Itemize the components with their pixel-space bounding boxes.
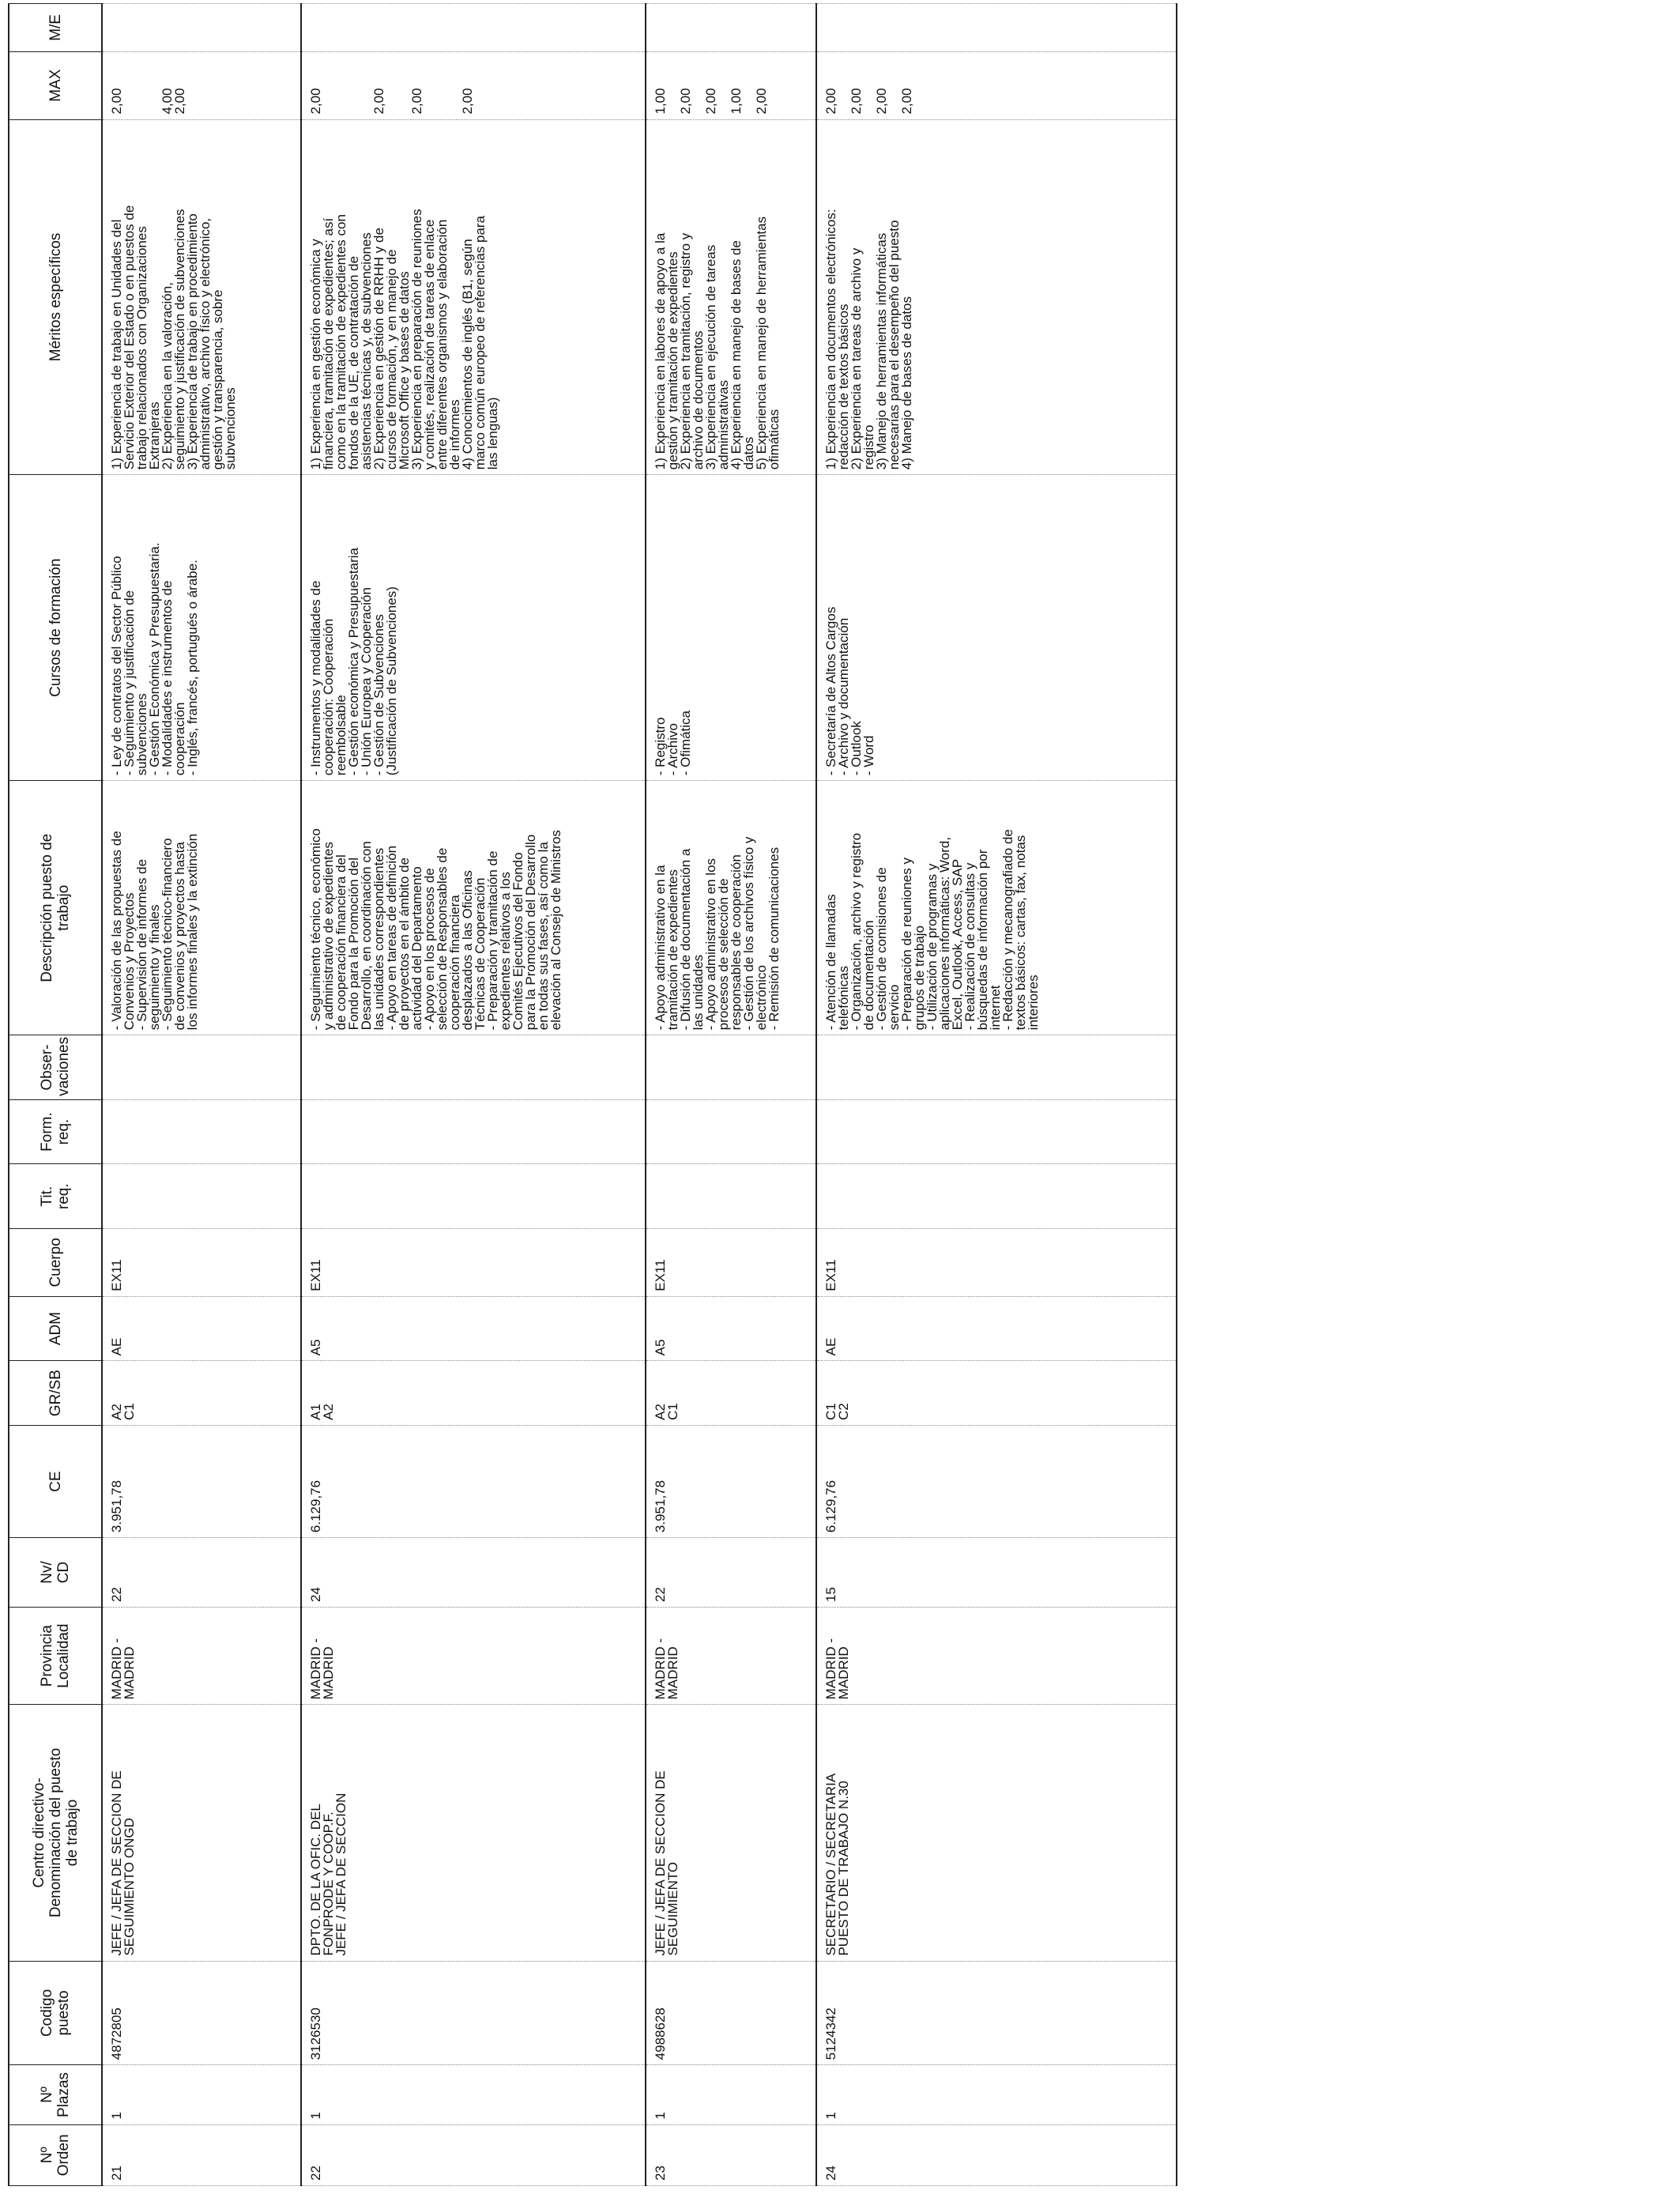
cursos-cell: - Instrumentos y modalidades de cooperación: Cooperación reembolsable - Gestión económica y Presupuestaria - Unión Europea y Cooperación - Gestión de Subvenciones (Justificación de Subvenciones) [301,475,646,781]
adm-cell: AE [816,1296,1177,1361]
plazas-cell: 1 [301,2065,646,2124]
header-ce: CE [9,1425,102,1537]
table-row [102,4,301,2186]
cuerpo-cell: EX11 [646,1229,816,1297]
max-cell [816,51,1177,119]
header-grupo: GR/SB [9,1361,102,1426]
centro-directivo: DPTO. DE LA OFIC. DEL FONPRODE Y COOP.F. [308,1804,336,1956]
nivel-cell: 22 [646,1538,816,1608]
orden-cell: 24 [816,2124,1177,2185]
max-value: 2,00 [874,88,889,115]
grupo-cell: A2 C1 [646,1361,816,1426]
codigo-cell: 4988628 [646,1961,816,2065]
cuerpo-cell: EX11 [102,1229,301,1297]
descripcion-cell: - Valoración de las propuestas de Convenios y Proyectos - Supervisión de informes de seguimiento y finales - Seguimiento técnico-financiero de convenios y proyectos hasta los informes finales y la extinción [102,781,301,1035]
ce-cell: 6.129,76 [816,1425,1177,1537]
descripcion-cell: - Atención de llamadas telefónicas - Organización, archivo y registro de documentación - Gestión de comisiones de servicio - Preparación de reuniones y grupos de trabajo - Utilización de programas y aplicaciones informáticas: Word, Excel, Outlook, Access, SAP - Realización de consultas y búsquedas de información por internet - Redacción y mecanografiado de textos básicos: cartas, fax, notas interiores [816,781,1177,1035]
header-cursos: Cursos de formación [9,475,102,781]
puesto-denominacion: SECRETARIO / SECRETARIA PUESTO DE TRABAJO N.30 [823,1773,851,1956]
centro-cell [102,1705,301,1961]
header-descripcion: Descripción puesto de trabajo [9,781,102,1035]
cursos-cell: - Registro - Archivo - Ofimática [646,475,816,781]
header-adm: ADM [9,1296,102,1361]
centro-cell [816,1705,1177,1961]
max-value: 4,00 [160,88,175,115]
grupo-cell: C1 C2 [816,1361,1177,1426]
header-formacion-req: Form. req. [9,1099,102,1164]
max-value [386,55,398,115]
max-value: 2,00 [371,88,386,115]
me-cell [816,4,1177,52]
max-value [335,55,348,115]
cursos-cell: - Secretaría de Altos Cargos - Archivo y documentación - Outlook - Word [816,475,1177,781]
observaciones-cell [301,1035,646,1100]
adm-cell: A5 [301,1296,646,1361]
ce-cell: 3.951,78 [646,1425,816,1537]
max-value: 2,00 [678,88,693,115]
grupo-cell: A2 C1 [102,1361,301,1426]
header-meritos: Méritos específicos [9,119,102,475]
max-value: 2,00 [172,88,187,115]
header-codigo: Codigo puesto [9,1961,102,2065]
puesto-denominacion: JEFE / JEFA DE SECCION [333,1793,348,1956]
plazas-cell: 1 [646,2065,816,2124]
header-nivel: Nv/ CD [9,1538,102,1608]
titulacion-cell [102,1164,301,1229]
provincia-cell: MADRID - MADRID [646,1607,816,1704]
max-value [322,55,335,115]
max-value: 2,00 [409,88,424,115]
adm-cell: A5 [646,1296,816,1361]
max-value: 2,00 [308,88,323,115]
nivel-cell: 15 [816,1538,1177,1608]
meritos-cell: 1) Experiencia en labores de apoyo a la gestión y tramitación de expedientes 2) Experiencia en tramitación, registro y archivo de documentos 3) Experiencia en ejecución de tareas administrativas 4) Experiencia en manejo de bases de datos 5) Experiencia en manejo de herramientas ofimáticas [646,119,816,475]
header-orden: Nº Orden [9,2124,102,2185]
formacion-req-cell [816,1099,1177,1164]
centro-cell [301,1705,646,1961]
me-cell [102,4,301,52]
max-value [348,55,360,115]
titulacion-cell [816,1164,1177,1229]
titulacion-cell [646,1164,816,1229]
me-cell [646,4,816,52]
grupo-cell: A1 A2 [301,1361,646,1426]
me-cell [301,4,646,52]
orden-cell: 22 [301,2124,646,2185]
codigo-cell: 4872805 [102,1961,301,2065]
max-value: 2,00 [823,88,838,115]
cursos-cell: - Ley de contratos del Sector Público - Seguimiento y justificación de subvenciones - Gestión Económica y Presupuestaria. - Modalidades e instrumentos de cooperación - Inglés, francés, portugués o árabe. [102,475,301,781]
max-value [436,55,449,115]
orden-cell: 21 [102,2124,301,2185]
header-plazas: Nº Plazas [9,2065,102,2124]
header-row [9,4,102,2186]
cuerpo-cell: EX11 [301,1229,646,1297]
meritos-cell: 1) Experiencia en gestión económica y financiera, tramitación de expedientes; así como en la tramitación de expedientes con fondos de la UE, de contratación de asistencias técnicas y, de subvenciones 2) Experiencia en gestión de RRHH y de cursos de formación, y en manejo de Microsoft Office y bases de datos 3) Experiencia en preparación de reuniones y comités, realización de tareas de enlace entre diferentes organismos y elaboración de informes 4) Conocimientos de inglés (B1, según marco común europeo de referencias para las lenguas) [301,119,646,475]
cuerpo-cell: EX11 [816,1229,1177,1297]
observaciones-cell [816,1035,1177,1100]
meritos-cell: 1) Experiencia de trabajo en Unidades del Servicio Exterior del Estado o en puestos de trabajo relacionados con Organizaciones Extranjeras 2) Experiencia en la valoración, seguimiento y justificación de subvenciones 3) Experiencia de trabajo en procedimiento administrativo, archivo físico y electrónico, gestión y transparencia, sobre subvenciones [102,119,301,475]
max-value: 1,00 [653,88,668,115]
puesto-denominacion: JEFE / JEFA DE SECCION DE SEGUIMIENTO ONGD [109,1770,137,1956]
max-value: 2,00 [109,88,124,115]
job-positions-table [8,3,1177,2186]
formacion-req-cell [102,1099,301,1164]
table-row [301,4,646,2186]
max-cell [102,51,301,119]
rotated-page [0,9,1680,2194]
max-value: 2,00 [460,88,475,115]
formacion-req-cell [301,1099,646,1164]
table-row [646,4,816,2186]
header-centro: Centro directivo- Denominación del puesto de trabajo [9,1705,102,1961]
titulacion-cell [301,1164,646,1229]
header-provincia: Provincia Localidad [9,1607,102,1704]
table-body [102,4,1177,2186]
table-row [816,4,1177,2186]
adm-cell: AE [102,1296,301,1361]
puesto-denominacion: JEFE / JEFA DE SECCION DE SEGUIMIENTO [653,1770,680,1956]
max-value: 1,00 [729,88,744,115]
nivel-cell: 22 [102,1538,301,1608]
header-max: MAX [9,51,102,119]
codigo-cell: 3126530 [301,1961,646,2065]
max-value: 2,00 [849,88,864,115]
max-value [424,55,436,115]
provincia-cell: MADRID - MADRID [816,1607,1177,1704]
centro-cell [646,1705,816,1961]
meritos-cell: 1) Experiencia en documentos electrónicos: redacción de textos básicos 2) Experiencia en tareas de archivo y registro 3) Manejo de herramientas informáticas necesarias para el desempeño del puesto 4) Manejo de bases de datos [816,119,1177,475]
max-value: 2,00 [899,88,914,115]
observaciones-cell [102,1035,301,1100]
provincia-cell: MADRID - MADRID [102,1607,301,1704]
max-value [136,55,149,115]
plazas-cell: 1 [102,2065,301,2124]
document-sheet [8,5,1628,2186]
descripcion-cell: - Apoyo administrativo en la tramitación de expedientes - Difusión de documentación a las unidades - Apoyo administrativo en los procesos de selección de responsables de cooperación - Gestión de los archivos físico y electrónico - Remisión de comunicaciones [646,781,816,1035]
observaciones-cell [646,1035,816,1100]
header-cuerpo: Cuerpo [9,1229,102,1297]
header-me: M/E [9,4,102,52]
formacion-req-cell [646,1099,816,1164]
max-value: 2,00 [754,88,769,115]
ce-cell: 6.129,76 [301,1425,646,1537]
descripcion-cell: - Seguimiento técnico, económico y administrativo de expedientes de cooperación financiera del Fondo para la Promoción del Desarrollo, en coordinación con las unidades correspondientes - Apoyo en tareas de definición de proyectos en el ámbito de actividad del Departamento - Apoyo en los procesos de selección de Responsables de cooperación financiera desplazados a las Oficinas Técnicas de Cooperación - Preparación y tramitación de expedientes relativos a los Comités Ejecutivos del Fondo para la Promoción del Desarrollo en todas sus fases, así como la elevación al Consejo de Ministros [301,781,646,1035]
max-value: 2,00 [703,88,718,115]
header-titulacion: Tit. req. [9,1164,102,1229]
header-observaciones: Obser- vaciones [9,1035,102,1100]
nivel-cell: 24 [301,1538,646,1608]
max-cell [301,51,646,119]
orden-cell: 23 [646,2124,816,2185]
codigo-cell: 5124342 [816,1961,1177,2065]
provincia-cell: MADRID - MADRID [301,1607,646,1704]
plazas-cell: 1 [816,2065,1177,2124]
max-cell [646,51,816,119]
ce-cell: 3.951,78 [102,1425,301,1537]
max-value [123,55,136,115]
